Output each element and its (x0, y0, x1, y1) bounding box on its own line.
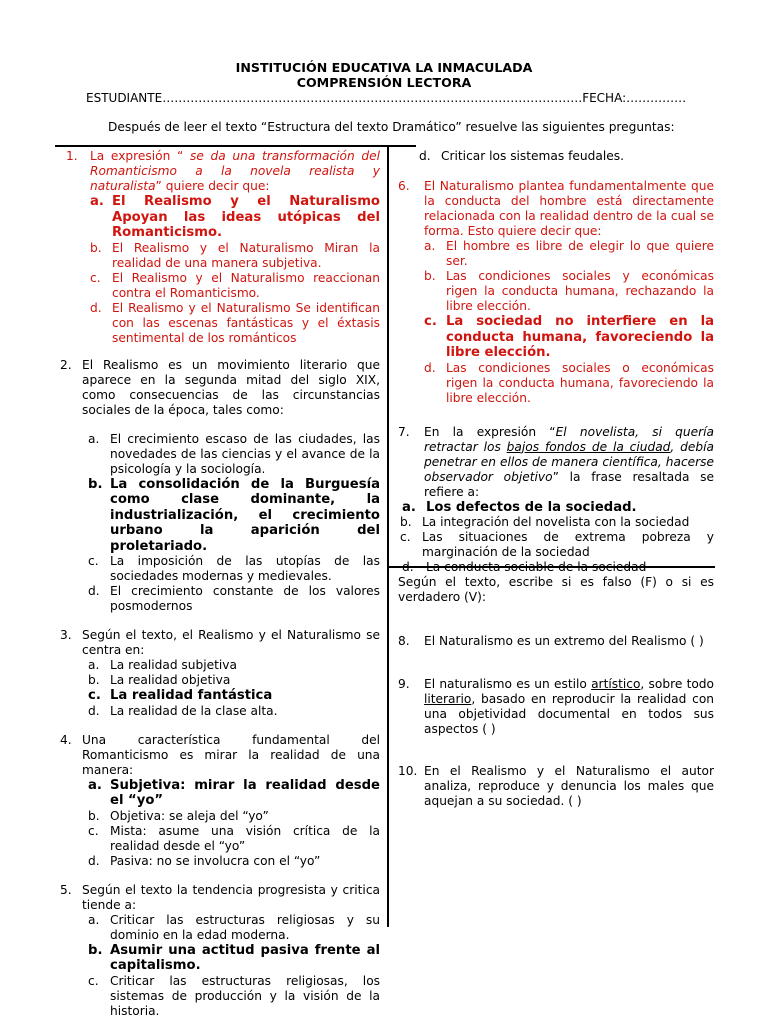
option-c: c. Mista: asume una visión crítica de la realidad desde el “yo” (88, 823, 380, 853)
question-6 (398, 179, 714, 406)
true-false-section (398, 575, 714, 809)
subject-title: COMPRENSIÓN LECTORA (296, 75, 472, 90)
option-c: c. El Realismo y el Naturalismo reaccionan contra el Romanticismo. (90, 270, 380, 300)
option-a: a. Los defectos de la sociedad. (402, 499, 637, 515)
school-name: INSTITUCIÓN EDUCATIVA LA INMACULADA (235, 60, 533, 75)
option-a: a. Criticar las estructuras religiosas y su dominio en la edad moderna. (88, 912, 380, 942)
question-7 (398, 425, 714, 500)
question-3-stem: Según el texto, el Realismo y el Naturalismo se centra en: (82, 628, 380, 657)
option-a: a. El Realismo y el Naturalismo Apoyan las ideas utópicas del Romanticismo. (90, 194, 380, 240)
option-a: a. El crecimiento escaso de las ciudades, las novedades de las ciencias y el avance de la psicología y la sociología. (88, 431, 380, 476)
question-1 (60, 149, 380, 346)
question-6-stem: El Naturalismo plantea fundamentalmente que la conducta del hombre está directamente relacionada con la realidad dentro de la cual se forma. Esto quiere decir que: (424, 179, 714, 238)
question-7-stem: En la expresión “El novelista, si quería retractar los bajos fondos de la ciudad, debía penetrar en ellos de manera científica, hacerse observador objetivo” la frase resaltada se refiere a: (424, 424, 715, 499)
option-d: d. Las condiciones sociales o económicas rigen la conducta humana, favoreciendo la libre elección. (424, 360, 714, 405)
option-d: d. La realidad de la clase alta. (88, 703, 278, 718)
true-false-instructions: Según el texto, escribe si es falso (F) o si es verdadero (V): (398, 575, 714, 604)
option-b: b. La realidad objetiva (88, 673, 231, 687)
question-3 (60, 628, 380, 719)
option-c: c. La sociedad no interfiere en la conducta humana, favoreciendo la libre elección. (424, 314, 714, 360)
option-d: d. La conducta sociable de la sociedad (402, 560, 647, 574)
column-top-rule (55, 145, 388, 147)
question-10 (398, 764, 714, 809)
instructions: Después de leer el texto “Estructura del texto Dramático” resuelve las siguientes preguntas: (108, 120, 675, 134)
question-5 (60, 883, 380, 1019)
option-d: d. El crecimiento constante de los valores posmodernos (88, 584, 380, 613)
option-d: d. Pasiva: no se involucra con el “yo” (88, 853, 321, 868)
question-9-stem: El naturalismo es un estilo artístico, sobre todo literario, basado en reproducir la realidad con una objetividad documental en todos sus aspectos ( ) (424, 677, 714, 736)
option-b: b. Las condiciones sociales y económicas rigen la conducta humana, rechazando la libre elección. (424, 269, 714, 313)
option-c: c. La imposición de las utopías de las sociedades modernas y medievales. (88, 554, 380, 583)
option-b: b. La integración del novelista con la sociedad (400, 515, 690, 529)
option-a: a. Subjetiva: mirar la realidad desde el “yo” (88, 777, 380, 808)
column-divider (387, 145, 389, 927)
right-column (398, 149, 714, 575)
option-a: a. La realidad subjetiva (88, 658, 237, 672)
question-number: 2. (60, 357, 72, 372)
option-b: b. El Realismo y el Naturalismo Miran la realidad de una manera subjetiva. (90, 240, 380, 270)
question-9 (398, 677, 714, 737)
question-2-stem: El Realismo es un movimiento literario que aparece en la segunda mitad del siglo XIX, como consecuencias de las circunstancias sociales de la época, tales como: (82, 357, 380, 417)
question-number: 6. (398, 179, 410, 193)
option-d: d. El Realismo y el Naturalismo Se identifican con las escenas fantásticas y el éxtasis sentimental de los románticos (90, 300, 380, 345)
question-number: 3. (60, 628, 72, 642)
question-number: 4. (60, 732, 72, 747)
question-number: 5. (60, 882, 72, 897)
question-number: 7. (398, 424, 410, 439)
question-10-stem: En el Realismo y el Naturalismo el autor analiza, reproduce y denuncia los males que aquejan a su sociedad. ( ) (424, 764, 714, 808)
question-2 (60, 358, 380, 615)
column-top-rule-right (388, 145, 416, 147)
question-5-stem: Según el texto la tendencia progresista y critica tiende a: (82, 882, 380, 912)
option-c: c. Criticar las estructuras religiosas, los sistemas de producción y la visión de la historia. (88, 973, 380, 1018)
option-a: a. El hombre es libre de elegir lo que quiere ser. (424, 239, 714, 268)
question-5-option-d: d. Criticar los sistemas feudales. (419, 149, 624, 163)
option-b: b. La consolidación de la Burguesía como clase dominante, la industrialización, el crecimiento urbano la aparición del proletariado. (88, 476, 380, 554)
option-c: c. Las situaciones de extrema pobreza y marginación de la sociedad (400, 530, 714, 559)
question-number: 9. (398, 677, 410, 691)
question-8-stem: El Naturalismo es un extremo del Realismo ( ) (424, 634, 704, 648)
left-column (60, 149, 380, 1019)
question-number: 1. (66, 149, 78, 163)
question-4-stem: Una característica fundamental del Romanticismo es mirar la realidad de una manera: (82, 732, 380, 777)
question-1-stem: La expresión “ se da una transformación del Romanticismo a la novela realista y naturalista” quiere decir que: (90, 149, 380, 193)
question-8 (398, 634, 714, 649)
student-date-line: ESTUDIANTE……………………………………………………………………………………………FECHA:…………… (86, 91, 687, 105)
question-number: 8. (398, 634, 410, 648)
question-4 (60, 733, 380, 869)
question-number: 10. (398, 764, 418, 778)
option-b: b. Asumir una actitud pasiva frente al capitalismo. (88, 942, 380, 973)
option-c: c. La realidad fantástica (88, 688, 273, 703)
option-b: b. Objetiva: se aleja del “yo” (88, 808, 269, 823)
